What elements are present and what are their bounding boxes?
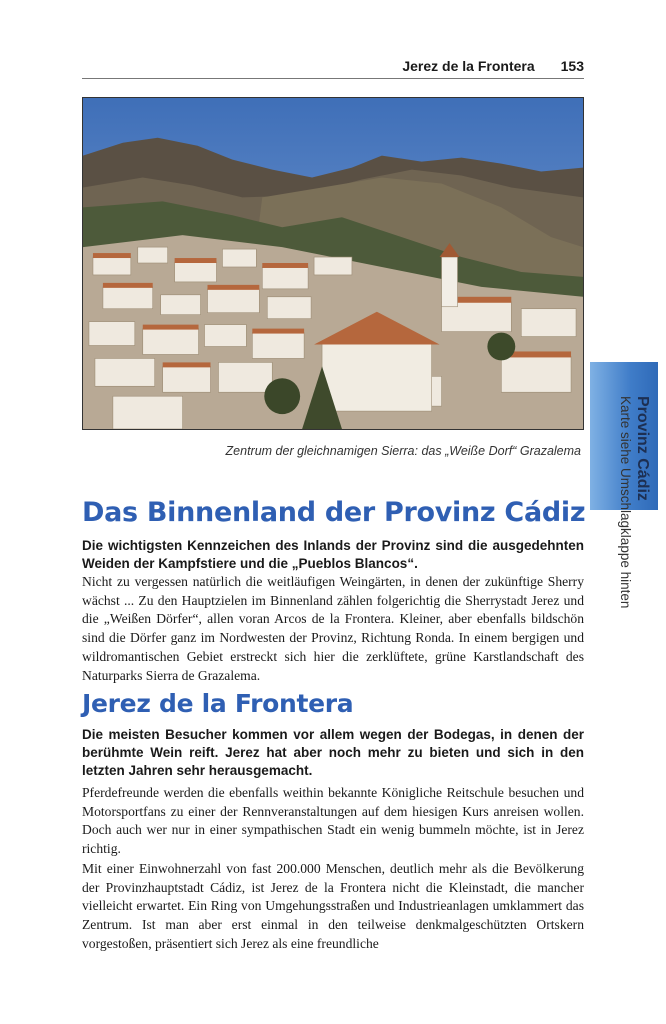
chapter-tab-title: Provinz Cádiz: [634, 396, 651, 501]
section-heading-jerez: Jerez de la Frontera: [82, 689, 354, 718]
page-number: 153: [560, 58, 584, 74]
running-head: [82, 56, 584, 79]
chapter-tab-subtitle: Karte siehe Umschlagklappe hinten: [618, 396, 633, 609]
section-body-binnenland: Nicht zu vergessen natürlich die weitläufigen Weingärten, in denen der zukünftige Sherry wächst ... Zu den Hauptzielen im Binnenland zählen folgerichtig die Sherrystadt Jerez und die „Weißen Dörfer“, allen voran Arcos de la Frontera. Kleiner, aber ebenfalls bildschön sind die Dörfer ganz im Nordwesten der Provinz, Richtung Ronda. In einem bergigen und wildromantischen Gebiet erstreckt sich hier die zerklüftete, grüne Karstlandschaft des Naturparks Sierra de Grazalema.: [82, 574, 584, 683]
body-paragraph: Mit einer Einwohnerzahl von fast 200.000 Menschen, deutlich mehr als die Bevölkerung der Provinzhauptstadt Cádiz, ist Jerez de la Frontera nicht die Kleinstadt, die mancher vielleicht erwartet. Ein Ring von Umgehungsstraßen und Industrieanlagen umklammert das Zentrum. Ist man aber erst einmal in den teilweise denkmalgeschützten Ortskern vorgestoßen, präsentiert sich Jerez als eine freundliche: [82, 861, 584, 951]
section-heading-binnenland: Das Binnenland der Provinz Cádiz: [82, 497, 586, 528]
town-photo: [82, 97, 584, 430]
chapter-tab-text: [618, 396, 651, 608]
section-lead-jerez: Die meisten Besucher kommen vor allem wegen der Bodegas, in denen der berühmte Wein reift. Jerez hat aber noch mehr zu bieten und sich in den letzten Jahren sehr herausgemacht.: [82, 727, 584, 778]
photo-caption: Zentrum der gleichnamigen Sierra: das „Weiße Dorf“ Grazalema: [225, 444, 581, 458]
body-paragraph: Pferdefreunde werden die ebenfalls weithin bekannte Königliche Reitschule besuchen und Motorsportfans zu einer der Rennveranstaltungen auf dem hiesigen Kurs anreisen wollen. Doch auch wer nur in einer sympathischen Stadt ein wenig bummeln möchte, ist in Jerez richtig.: [82, 785, 584, 857]
section-lead-binnenland: Die wichtigsten Kennzeichen des Inlands der Provinz sind die ausgedehnten Weiden der Kampfstiere und die „Pueblos Blancos“.: [82, 538, 584, 571]
running-head-title: Jerez de la Frontera: [402, 58, 535, 74]
grazalema-village-image: [83, 98, 583, 429]
